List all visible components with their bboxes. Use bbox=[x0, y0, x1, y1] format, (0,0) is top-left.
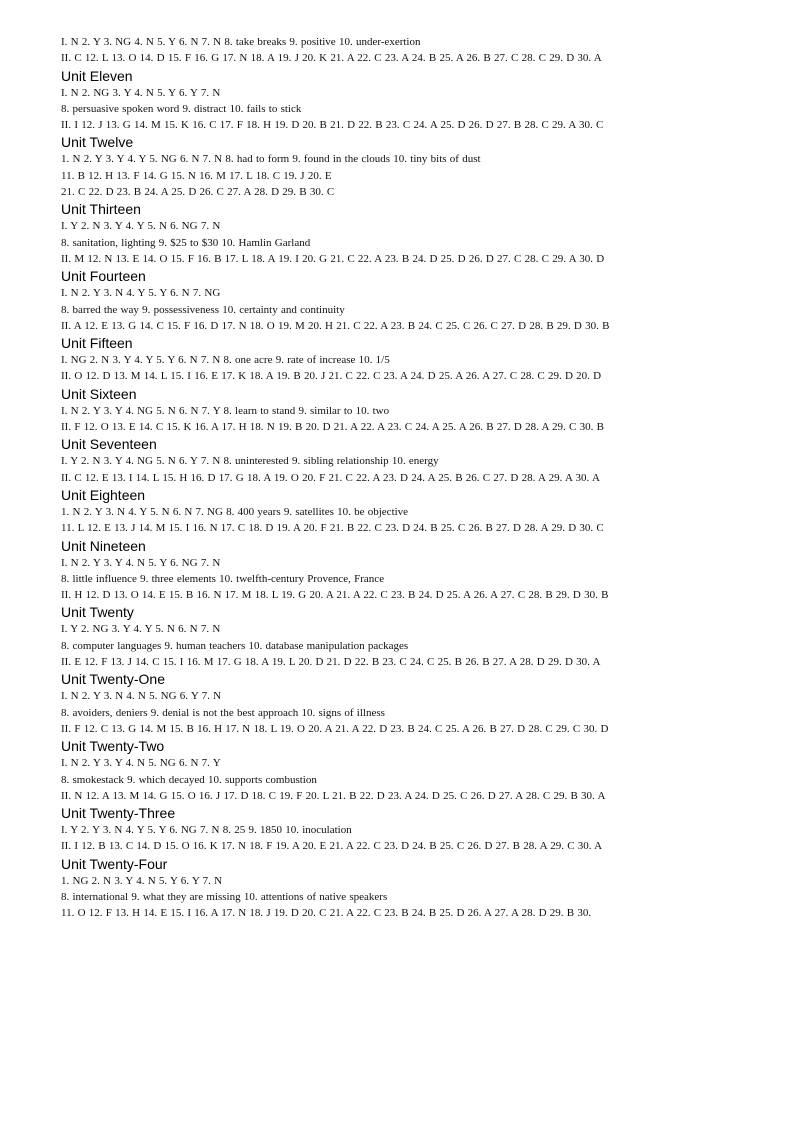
answer-line: 8. avoiders, deniers 9. denial is not the best approach 10. signs of illness bbox=[61, 706, 385, 719]
answer-line: I. N 2. Y 3. NG 4. N 5. Y 6. N 7. N 8. take breaks 9. positive 10. under-exertion bbox=[61, 36, 421, 48]
answer-line: 11. L 12. E 13. J 14. M 15. I 16. N 17. C 18. D 19. A 20. F 21. B 22. C 23. D 24. B 25. C 26. B 27. D 28. A 29. D 30. C bbox=[61, 522, 604, 535]
unit-title: Unit Nineteen bbox=[61, 537, 146, 554]
answer-line: II. A 12. E 13. G 14. C 15. F 16. D 17. N 18. O 19. M 20. H 21. C 22. A 23. B 24. C 25. C 26. C 27. D 28. B 29. D 30. B bbox=[61, 319, 610, 332]
unit-section bbox=[61, 334, 764, 385]
unit-section bbox=[61, 133, 764, 200]
answer-line: I. Y 2. NG 3. Y 4. Y 5. N 6. N 7. N bbox=[61, 623, 221, 636]
unit-section bbox=[61, 34, 764, 67]
answer-line: I. N 2. Y 3. Y 4. NG 5. N 6. N 7. Y 8. learn to stand 9. similar to 10. two bbox=[61, 404, 390, 417]
answer-line: 1. N 2. Y 3. N 4. Y 5. N 6. N 7. NG 8. 400 years 9. satellites 10. be objective bbox=[61, 505, 409, 518]
answer-line: II. N 12. A 13. M 14. G 15. O 16. J 17. D 18. C 19. F 20. L 21. B 22. D 23. A 24. D 25. C 26. D 27. A 28. C 29. B 30. A bbox=[61, 789, 606, 802]
unit-title: Unit Twenty-Two bbox=[61, 738, 165, 755]
unit-title: Unit Eighteen bbox=[61, 486, 146, 503]
unit-title: Unit Sixteen bbox=[61, 385, 137, 402]
unit-section bbox=[61, 435, 764, 486]
answer-line: 1. NG 2. N 3. Y 4. N 5. Y 6. Y 7. N bbox=[61, 874, 223, 887]
answer-line: II. E 12. F 13. J 14. C 15. I 16. M 17. G 18. A 19. L 20. D 21. D 22. B 23. C 24. C 25. B 26. B 27. A 28. D 29. D 30. A bbox=[61, 656, 601, 669]
answer-line: 1. N 2. Y 3. Y 4. Y 5. NG 6. N 7. N 8. had to form 9. found in the clouds 10. tiny bits of dust bbox=[61, 153, 481, 166]
unit-title: Unit Twelve bbox=[61, 134, 134, 151]
answer-line: 21. C 22. D 23. B 24. A 25. D 26. C 27. A 28. D 29. B 30. C bbox=[61, 186, 335, 199]
unit-title: Unit Fifteen bbox=[61, 335, 133, 352]
answer-line: II. C 12. E 13. I 14. L 15. H 16. D 17. G 18. A 19. O 20. F 21. C 22. A 23. D 24. A 25. B 26. C 27. D 28. A 29. A 30. A bbox=[61, 471, 600, 484]
unit-section bbox=[61, 200, 764, 267]
answer-line: 11. O 12. F 13. H 14. E 15. I 16. A 17. N 18. J 19. D 20. C 21. A 22. C 23. B 24. B 25. D 26. A 27. A 28. D 29. B 30. bbox=[61, 907, 592, 920]
unit-section bbox=[61, 737, 764, 804]
answer-line: I. NG 2. N 3. Y 4. Y 5. Y 6. N 7. N 8. one acre 9. rate of increase 10. 1/5 bbox=[61, 354, 390, 367]
answer-line: II. F 12. O 13. E 14. C 15. K 16. A 17. H 18. N 19. B 20. D 21. A 22. A 23. C 24. A 25. A 26. B 27. D 28. A 29. C 30. B bbox=[61, 421, 604, 434]
unit-title: Unit Twenty-One bbox=[61, 671, 166, 688]
answer-line: I. N 2. Y 3. Y 4. N 5. NG 6. N 7. Y bbox=[61, 757, 221, 770]
answer-line: 8. sanitation, lighting 9. $25 to $30 10. Hamlin Garland bbox=[61, 236, 311, 249]
answer-line: 8. barred the way 9. possessiveness 10. certainty and continuity bbox=[61, 303, 345, 316]
unit-section bbox=[61, 537, 764, 604]
unit-section bbox=[61, 855, 764, 922]
unit-section bbox=[61, 385, 764, 436]
answer-line: II. H 12. D 13. O 14. E 15. B 16. N 17. M 18. L 19. G 20. A 21. A 22. C 23. B 24. D 25. A 26. A 27. C 28. B 29. D 30. B bbox=[61, 589, 609, 602]
answer-line: II. C 12. L 13. O 14. D 15. F 16. G 17. N 18. A 19. J 20. K 21. A 22. C 23. A 24. B 25. A 26. B 27. C 28. C 29. D 30. A bbox=[61, 52, 602, 65]
answer-line: 8. persuasive spoken word 9. distract 10. fails to stick bbox=[61, 102, 302, 115]
answer-line: II. M 12. N 13. E 14. O 15. F 16. B 17. L 18. A 19. I 20. G 21. C 22. A 23. B 24. D 25. D 26. D 27. C 28. C 29. A 30. D bbox=[61, 252, 605, 265]
answer-line: 8. international 9. what they are missing 10. attentions of native speakers bbox=[61, 890, 388, 903]
answer-line: I. Y 2. N 3. Y 4. Y 5. N 6. NG 7. N bbox=[61, 220, 221, 233]
unit-title: Unit Twenty-Four bbox=[61, 855, 168, 872]
answer-line: I. Y 2. N 3. Y 4. NG 5. N 6. Y 7. N 8. uninterested 9. sibling relationship 10. energy bbox=[61, 455, 439, 468]
answer-line: 11. B 12. H 13. F 14. G 15. N 16. M 17. L 18. C 19. J 20. E bbox=[61, 169, 332, 182]
unit-section bbox=[61, 804, 764, 855]
answer-line: 8. computer languages 9. human teachers 10. database manipulation packages bbox=[61, 639, 409, 652]
answer-line: I. Y 2. Y 3. N 4. Y 5. Y 6. NG 7. N 8. 25 9. 1850 10. inoculation bbox=[61, 824, 352, 837]
answer-line: 8. smokestack 9. which decayed 10. supports combustion bbox=[61, 773, 317, 786]
unit-title: Unit Thirteen bbox=[61, 201, 141, 218]
answer-line: I. N 2. NG 3. Y 4. N 5. Y 6. Y 7. N bbox=[61, 86, 221, 99]
unit-section bbox=[61, 486, 764, 537]
unit-title: Unit Fourteen bbox=[61, 268, 146, 285]
answer-line: I. N 2. Y 3. N 4. N 5. NG 6. Y 7. N bbox=[61, 690, 222, 703]
unit-section bbox=[61, 603, 764, 670]
unit-section bbox=[61, 67, 764, 134]
unit-title: Unit Eleven bbox=[61, 67, 133, 84]
answer-line: II. I 12. B 13. C 14. D 15. O 16. K 17. N 18. F 19. A 20. E 21. A 22. C 23. D 24. B 25. C 26. D 27. B 28. A 29. C 30. A bbox=[61, 840, 603, 853]
answer-line: II. I 12. J 13. G 14. M 15. K 16. C 17. F 18. H 19. D 20. B 21. D 22. B 23. C 24. A 25. D 26. D 27. B 28. C 29. A 30. C bbox=[61, 119, 604, 132]
answer-line: I. N 2. Y 3. N 4. Y 5. Y 6. N 7. NG bbox=[61, 287, 221, 300]
answer-line: II. O 12. D 13. M 14. L 15. I 16. E 17. K 18. A 19. B 20. J 21. C 22. C 23. A 24. D 25. A 26. A 27. C 28. C 29. D 20. D bbox=[61, 370, 602, 383]
answer-line: 8. little influence 9. three elements 10. twelfth-century Provence, France bbox=[61, 572, 385, 585]
answer-line: II. F 12. C 13. G 14. M 15. B 16. H 17. N 18. L 19. O 20. A 21. A 22. D 23. B 24. C 25. A 26. B 27. D 28. C 29. C 30. D bbox=[61, 722, 609, 735]
answer-line: I. N 2. Y 3. Y 4. N 5. Y 6. NG 7. N bbox=[61, 556, 221, 569]
unit-title: Unit Twenty-Three bbox=[61, 805, 176, 822]
unit-title: Unit Seventeen bbox=[61, 436, 157, 453]
unit-title: Unit Twenty bbox=[61, 604, 134, 621]
unit-section bbox=[61, 267, 764, 334]
unit-section bbox=[61, 670, 764, 737]
